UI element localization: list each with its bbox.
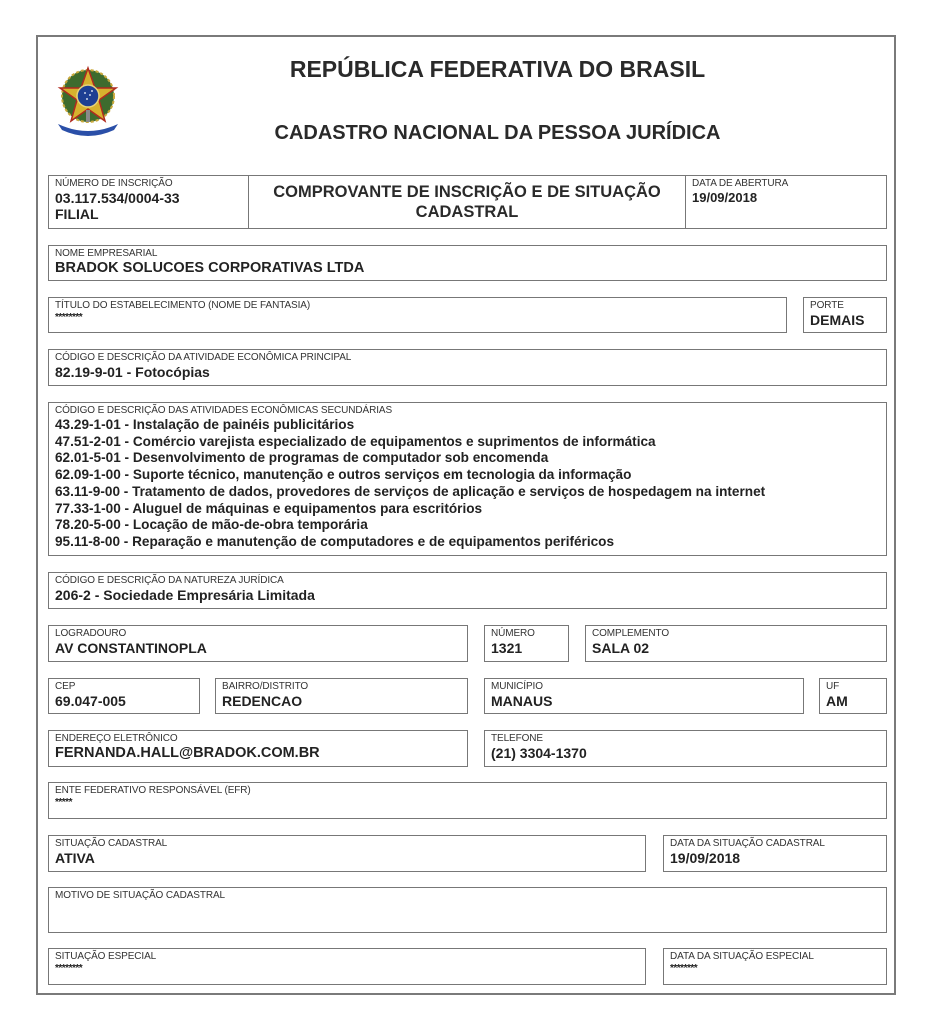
email-value: FERNANDA.HALL@BRADOK.COM.BR [55,745,320,761]
motivo-situacao-box [48,887,887,933]
uf-value: AM [826,693,848,709]
atividade-principal-label: CÓDIGO E DESCRIÇÃO DA ATIVIDADE ECONÔMICA PRINCIPAL [55,352,352,363]
complemento-box [585,625,887,662]
data-situacao-especial-label: DATA DA SITUAÇÃO ESPECIAL [670,951,814,962]
municipio-value: MANAUS [491,693,553,709]
titulo-estabelecimento-value: ******** [55,312,83,323]
porte-box [803,297,887,333]
registry-title: CADASTRO NACIONAL DA PESSOA JURÍDICA [274,122,721,144]
bairro-value: REDENCAO [222,693,303,709]
telefone-box [484,730,887,767]
email-box [48,730,468,767]
atividades-secundarias-box [48,402,887,556]
atividades-secundarias-list [55,417,765,551]
inscricao-number: 03.117.534/0004-33 [55,190,180,206]
telefone-value: (21) 3304-1370 [491,745,587,761]
numero-box [484,625,569,662]
municipio-box [484,678,804,714]
atividade-item: 62.09-1-00 - Suporte técnico, manutenção e outros serviços em tecnologia da informação [55,467,632,483]
atividades-secundarias-label: CÓDIGO E DESCRIÇÃO DAS ATIVIDADES ECONÔMICAS SECUNDÁRIAS [55,405,393,416]
situacao-cadastral-label: SITUAÇÃO CADASTRAL [55,838,168,849]
porte-label: PORTE [810,300,844,311]
titulo-estabelecimento-box [48,297,787,333]
atividade-item: 63.11-9-00 - Tratamento de dados, provedores de serviços de aplicação e serviços de hospedagem na internet [55,483,766,499]
nome-empresarial-box [48,245,887,281]
efr-box [48,782,887,819]
data-situacao-cadastral-box [663,835,887,872]
uf-label: UF [826,681,840,692]
uf-box [819,678,887,714]
logradouro-value: AV CONSTANTINOPLA [55,640,207,656]
atividade-item: 95.11-8-00 - Reparação e manutenção de computadores e de equipamentos periféricos [55,533,615,549]
logradouro-box [48,625,468,662]
inscricao-box [48,175,249,229]
cep-label: CEP [55,681,76,692]
motivo-situacao-label: MOTIVO DE SITUAÇÃO CADASTRAL [55,890,226,901]
data-situacao-cadastral-value: 19/09/2018 [670,850,741,866]
bairro-label: BAIRRO/DISTRITO [222,681,309,692]
situacao-especial-box [48,948,646,985]
numero-value: 1321 [491,640,523,656]
natureza-juridica-value: 206-2 - Sociedade Empresária Limitada [55,587,315,603]
situacao-cadastral-box [48,835,646,872]
document-title-box [248,175,686,229]
abertura-value: 19/09/2018 [692,190,758,205]
atividade-item: 62.01-5-01 - Desenvolvimento de programas de computador sob encomenda [55,450,549,466]
data-situacao-cadastral-label: DATA DA SITUAÇÃO CADASTRAL [670,838,825,849]
inscricao-type: FILIAL [55,206,99,222]
atividade-principal-box [48,349,887,386]
titulo-estabelecimento-label: TÍTULO DO ESTABELECIMENTO (NOME DE FANTASIA) [55,300,311,311]
numero-label: NÚMERO [491,628,535,639]
situacao-cadastral-value: ATIVA [55,850,95,866]
telefone-label: TELEFONE [491,733,543,744]
atividade-item: 78.20-5-00 - Locação de mão-de-obra temporária [55,517,368,533]
porte-value: DEMAIS [810,312,865,328]
logradouro-label: LOGRADOURO [55,628,127,639]
cep-value: 69.047-005 [55,693,126,709]
data-situacao-especial-value: ******** [670,963,698,974]
document-title: COMPROVANTE DE INSCRIÇÃO E DE SITUAÇÃO CADASTRAL [273,183,661,221]
efr-value: ***** [55,797,72,808]
atividade-item: 43.29-1-01 - Instalação de painéis publicitários [55,417,355,432]
abertura-box [685,175,887,229]
atividade-item: 77.33-1-00 - Aluguel de máquinas e equipamentos para escritórios [55,500,483,516]
situacao-especial-label: SITUAÇÃO ESPECIAL [55,951,157,962]
atividade-principal-value: 82.19-9-01 - Fotocópias [55,364,210,380]
country-title: REPÚBLICA FEDERATIVA DO BRASIL [289,56,706,82]
municipio-label: MUNICÍPIO [491,681,543,692]
atividade-item: 47.51-2-01 - Comércio varejista especializado de equipamentos e suprimentos de informática [55,433,656,449]
efr-label: ENTE FEDERATIVO RESPONSÁVEL (EFR) [55,785,251,796]
complemento-value: SALA 02 [592,640,650,656]
situacao-especial-value: ******** [55,963,83,974]
data-situacao-especial-box [663,948,887,985]
natureza-juridica-label: CÓDIGO E DESCRIÇÃO DA NATUREZA JURÍDICA [55,575,284,586]
natureza-juridica-box [48,572,887,609]
complemento-label: COMPLEMENTO [592,628,670,639]
cep-box [48,678,200,714]
nome-empresarial-label: NOME EMPRESARIAL [55,248,158,259]
email-label: ENDEREÇO ELETRÔNICO [55,733,178,744]
nome-empresarial-value: BRADOK SOLUCOES CORPORATIVAS LTDA [55,260,365,276]
bairro-box [215,678,468,714]
abertura-label: DATA DE ABERTURA [692,178,789,189]
inscricao-label: NÚMERO DE INSCRIÇÃO [55,178,173,189]
